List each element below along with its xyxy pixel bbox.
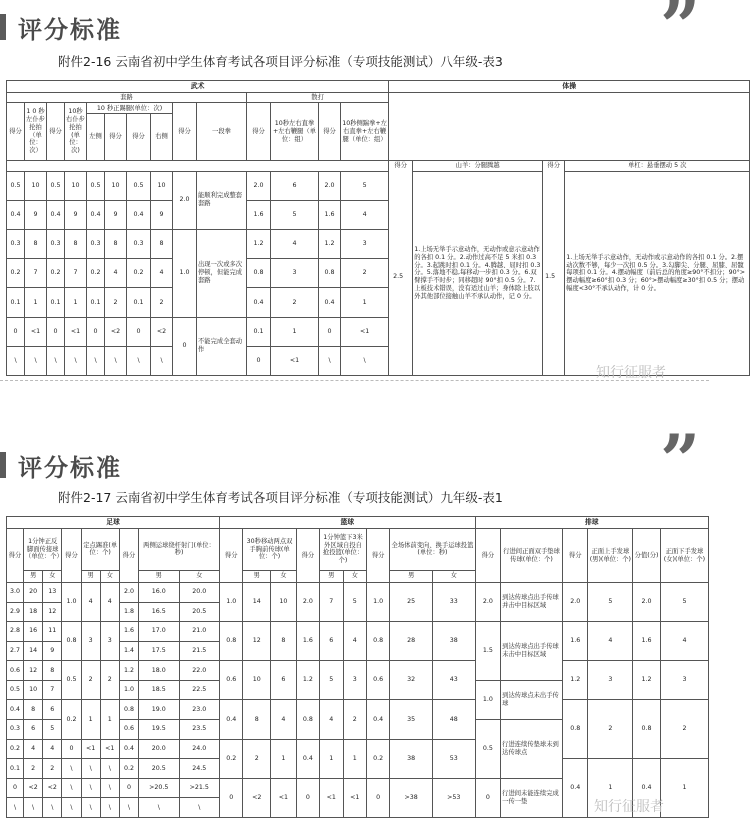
- table-cell: <1: [271, 778, 297, 817]
- group-football: 足球: [7, 517, 220, 529]
- col-score: 得分: [475, 529, 501, 583]
- table-cell: 3: [100, 622, 119, 661]
- table-cell: 1: [271, 739, 297, 778]
- col-vb-serve-m: 正面上手发球(男)(单位：个): [588, 529, 633, 583]
- col-front-kick: 10 秒正踢腿(单位：次): [87, 103, 173, 114]
- col-score: 得分: [562, 529, 588, 583]
- col-fb-juggle: 1分钟正反脚面传接球（单位：个）: [24, 529, 62, 570]
- table-cell: 24.0: [179, 739, 219, 759]
- table-cell: 4: [271, 700, 297, 739]
- table-cell: 1.6: [562, 622, 588, 661]
- table-cell: <1: [100, 739, 119, 759]
- table-cell: 19.5: [139, 720, 179, 740]
- table-cell: 2.0: [296, 582, 319, 621]
- table-cell: 2.0: [119, 582, 138, 602]
- table-cell: 10: [243, 661, 271, 700]
- table-cell: \: [7, 798, 24, 818]
- table-cell: 1.0: [119, 680, 138, 700]
- table-cell: \: [43, 798, 62, 818]
- table-cell: 到达传球点未出手传球: [501, 680, 563, 719]
- table-cell: 9: [43, 641, 62, 661]
- table-cell: 4: [660, 622, 708, 661]
- table-row: [7, 582, 709, 602]
- col-vb-pass: 行进间正面双手垫球传球(单位：个): [501, 529, 563, 583]
- table-cell: 12: [43, 602, 62, 622]
- table-row: 0 <1 0 <1 0 <2 0 <2 0 不能完成全套动作 0.1 1 0 <1: [7, 317, 750, 346]
- table-cell: 20.5: [179, 602, 219, 622]
- table-caption: 附件2-17 云南省初中学生体育考试各项目评分标准（专项技能测试）九年级-表1: [58, 490, 503, 505]
- table-cell: 0.8: [62, 622, 81, 661]
- bar-rules: [545, 171, 750, 375]
- table-cell: 32: [390, 661, 433, 700]
- table-cell: <1: [320, 778, 343, 817]
- table-cell: 5: [43, 720, 62, 740]
- table-cell: 0: [62, 739, 81, 759]
- col-score: 得分: [7, 529, 24, 583]
- table-cell: 25: [390, 582, 433, 621]
- table-cell: 21.5: [179, 641, 219, 661]
- table-cell: <2: [24, 778, 43, 798]
- table-cell: 2.8: [7, 622, 24, 642]
- group-gymnastics: 体操: [389, 81, 750, 93]
- table-cell: 17.0: [139, 622, 179, 642]
- table-cell: 1: [660, 759, 708, 818]
- table-cell: 4: [43, 739, 62, 759]
- table-cell: <2: [43, 778, 62, 798]
- vault-rules: [393, 171, 543, 375]
- table-cell: 1.8: [119, 602, 138, 622]
- table-cell: 0: [296, 778, 319, 817]
- table-cell: 21.0: [179, 622, 219, 642]
- col-bb-shoot: 1分钟篮下3米外区域自投自抢投篮(单位：个): [320, 529, 367, 570]
- table-cell: 0.4: [366, 700, 389, 739]
- table-cell: 23.5: [179, 720, 219, 740]
- table-cell: 1.2: [296, 661, 319, 700]
- table-cell: \: [81, 759, 100, 779]
- gym-score-header: 得分: [389, 160, 413, 375]
- table-cell: 1.2: [562, 661, 588, 700]
- col-fb-target: 定点踢准(单位：个): [81, 529, 119, 570]
- table-cell: 2: [343, 700, 366, 739]
- col-score: 得分: [62, 529, 81, 583]
- table-cell: 6: [320, 622, 343, 661]
- table-row: [7, 622, 709, 642]
- table-cell: 0.4: [119, 739, 138, 759]
- table-cell: 6: [43, 700, 62, 720]
- table-cell: \: [179, 798, 219, 818]
- table-cell: 4: [320, 700, 343, 739]
- table-cell: 0.8: [633, 700, 661, 759]
- table-row: 0.5 10 0.5 10 0.5 10 0.5 10 2.0 能顺利完成整套套路 2.0 6 2.0 5 2.5 1.上场无举手示意动作，无动作或意示意动作的各扣 0.1 分。2.动作过高不足 5 米扣 0.3 分。3.起跳时扣 0.1 分。4.腾越、屈时扣 0.3 分。5.落地不稳,每移动一步扣 0.3 分。6.双臂撑手不时步；同移超时 90°扣 0.5 分。7.上板技术错误，没有适过山羊；身体除上肢以外其他部位接触山羊不承认动作，记 0 分。 1.5 1.上场无举手示意动作，无动作或示意动作的各扣 0.1 分。2.摆动次数不够，每少一次扣 0.5 分。3.勾脚尖、分腿、屈膝、屈髋每项扣 0.1 分。4.摆动幅度（前后总的角度≥90°不扣分；90°>摆动幅度≥60°扣 0.3 分；60°>摆动幅度≥30°扣 0.5 分；摆动幅度<30°不承认动作，计 0 分。: [7, 171, 750, 200]
- table-cell: 8: [271, 622, 297, 661]
- table-cell: 7: [43, 680, 62, 700]
- col-right-sweep: 10秒右仆步抡拍(单位：次): [65, 103, 87, 160]
- section-1: [0, 0, 746, 395]
- table-cell: >53: [432, 778, 475, 817]
- table-cell: 2.0: [562, 582, 588, 621]
- table-cell: \: [24, 798, 43, 818]
- table-cell: 0.5: [7, 680, 24, 700]
- gym-score-header: 得分: [543, 160, 565, 375]
- table-cell: 43: [432, 661, 475, 700]
- col-bb-pass: 30秒移动两点双手胸前传球(单位：个): [243, 529, 296, 570]
- table-cell: 3: [588, 661, 633, 700]
- table-cell: 0.8: [366, 622, 389, 661]
- table-cell: 0.5: [62, 661, 81, 700]
- table-cell: 12: [24, 661, 43, 681]
- table-cell: 1.6: [296, 622, 319, 661]
- bar-score: 1.5: [545, 273, 556, 281]
- col-vb-points: 分值(分): [633, 529, 661, 583]
- col-female: 女: [179, 570, 219, 582]
- table-cell: 18.0: [139, 661, 179, 681]
- col-left: 左侧: [87, 114, 105, 160]
- table-cell: 2: [588, 700, 633, 759]
- quote-mark-icon: ”: [660, 0, 701, 68]
- vault-text: 1.上场无举手示意动作，无动作或意示意动作的各扣 0.1 分。2.动作过高不足 5 米扣 0.3 分。3.起跳时扣 0.1 分。4.腾越、屈时扣 0.3 分。5.落地不稳,每移动一步扣 0.3 分。6.双臂撑手不时步；同移超时 90°扣 0.5 分。7.上板技术错误，没有适过山羊；身体除上肢以外其他部位接触山羊不承认动作，记 0 分。: [414, 245, 541, 300]
- col-fb-dribble: 两侧运球绕杆射门(单位：秒): [139, 529, 220, 570]
- col-vb-serve-f: 正面下手发球(女)(单位：个): [660, 529, 708, 583]
- col-bb-layup: 全场体前变向、换手运球投篮(单位：秒): [390, 529, 475, 570]
- col-score: 得分: [105, 114, 127, 160]
- table-cell: \: [100, 778, 119, 798]
- table-cell: 4: [100, 582, 119, 621]
- table-cell: 8: [24, 700, 43, 720]
- table-cell: 0.4: [296, 739, 319, 778]
- table-caption: 附件2-16 云南省初中学生体育考试各项目评分标准（专项技能测试）八年级-表3: [58, 54, 503, 69]
- table-cell: 0.2: [366, 739, 389, 778]
- table-row: \ \ \ \ \ \ \ \ 0 <1 \ \: [7, 346, 750, 375]
- group-volleyball: 排球: [475, 517, 708, 529]
- table-cell: 3.0: [7, 582, 24, 602]
- table-cell: 6: [24, 720, 43, 740]
- table-cell: 2: [100, 661, 119, 700]
- table-cell: 到达传球点出手传球并击中目标区域: [501, 582, 563, 621]
- table-cell: 12: [243, 622, 271, 661]
- table-row: [7, 661, 709, 681]
- table-cell: 2: [660, 700, 708, 759]
- table-cell: 11: [43, 622, 62, 642]
- col-left-sweep: 1 0 秒左仆步抡拍（单位：次）: [25, 103, 47, 160]
- table-cell: 0.8: [296, 700, 319, 739]
- table-cell: 18: [24, 602, 43, 622]
- col-female: 女: [43, 570, 62, 582]
- table-cell: 0.4: [562, 759, 588, 818]
- section-heading: 评分标准: [18, 454, 122, 482]
- table-cell: 16.0: [139, 582, 179, 602]
- table-cell: \: [119, 798, 138, 818]
- table-cell: 2.7: [7, 641, 24, 661]
- form-desc: 出现一次或多次停顿，但能完成套路: [197, 229, 247, 317]
- table-row: 0.2 7 0.2 7 0.2 4 0.2 4 0.8 3 0.8 2: [7, 259, 750, 288]
- table-cell: 2: [243, 739, 271, 778]
- table-cell: 14: [243, 582, 271, 621]
- table-cell: 7: [320, 582, 343, 621]
- table-cell: 0.4: [7, 700, 24, 720]
- col-score: 得分: [7, 103, 25, 160]
- col-score: 得分: [366, 529, 389, 583]
- table-cell: 5: [660, 582, 708, 621]
- col-score: 得分: [247, 103, 271, 160]
- table-cell: 3: [660, 661, 708, 700]
- table-cell: 20.5: [139, 759, 179, 779]
- table-cell: 53: [432, 739, 475, 778]
- table-cell: 28: [390, 622, 433, 661]
- table-cell: <2: [243, 778, 271, 817]
- table-row: 0.1 1 0.1 1 0.1 2 0.1 2 0.4 2 0.4 1: [7, 288, 750, 317]
- table-cell: 1: [81, 700, 100, 739]
- gym-vault-header: 山羊：分腿腾越: [413, 160, 543, 171]
- table-cell: 0: [119, 778, 138, 798]
- quote-mark-icon: ”: [660, 419, 701, 502]
- table-cell: 16.5: [139, 602, 179, 622]
- table-cell: 0.6: [7, 661, 24, 681]
- subgroup-routine: 套路: [7, 92, 247, 103]
- table-cell: 5: [320, 661, 343, 700]
- table-cell: 17.5: [139, 641, 179, 661]
- table-cell: \: [100, 759, 119, 779]
- col-score: 得分: [127, 114, 151, 160]
- table-cell: 2: [81, 661, 100, 700]
- table-cell: 2: [43, 759, 62, 779]
- table-cell: 16: [24, 622, 43, 642]
- table-cell: 1.0: [220, 582, 243, 621]
- table-cell: 1: [320, 739, 343, 778]
- heading-bar: [0, 14, 6, 40]
- table-cell: 1: [100, 700, 119, 739]
- table-cell: 6: [271, 661, 297, 700]
- table-cell: 0.2: [119, 759, 138, 779]
- watermark: 知行征服者: [596, 365, 666, 381]
- table-cell: \: [139, 798, 179, 818]
- table-cell: 10: [24, 680, 43, 700]
- col-male: 男: [320, 570, 343, 582]
- table-cell: 0.4: [633, 759, 661, 818]
- col-first-form: 一段拳: [197, 103, 247, 160]
- table-cell: \: [62, 759, 81, 779]
- table-cell: 10: [271, 582, 297, 621]
- table-cell: 2.0: [633, 582, 661, 621]
- table-cell: 2.0: [475, 582, 501, 621]
- table-cell: 到达传球点出手传球未击中目标区域: [501, 622, 563, 681]
- col-female: 女: [100, 570, 119, 582]
- col-male: 男: [390, 570, 433, 582]
- table-cell: 0: [220, 778, 243, 817]
- col-score: 得分: [319, 103, 341, 160]
- table-cell: 1.5: [475, 622, 501, 681]
- divider: [0, 380, 709, 395]
- col-punch-kick: 10秒左右直拳+左右鞭腿（单位：组）: [271, 103, 319, 160]
- table-cell: 48: [432, 700, 475, 739]
- table-cell: 20: [24, 582, 43, 602]
- group-basketball: 篮球: [220, 517, 476, 529]
- table-cell: 22.5: [179, 680, 219, 700]
- table-cell: <1: [343, 778, 366, 817]
- table-cell: 5: [588, 582, 633, 621]
- table-cell: 13: [43, 582, 62, 602]
- col-male: 男: [81, 570, 100, 582]
- table-cell: >38: [390, 778, 433, 817]
- table-cell: 0.1: [7, 759, 24, 779]
- table-cell: 5: [343, 582, 366, 621]
- table-cell: 4: [81, 582, 100, 621]
- table-cell: 4: [24, 739, 43, 759]
- table-cell: 0.6: [366, 661, 389, 700]
- table-cell: 0.5: [475, 720, 501, 779]
- table-cell: >21.5: [179, 778, 219, 798]
- col-female: 女: [432, 570, 475, 582]
- col-right: 右侧: [151, 114, 173, 160]
- bar-text: 1.上场无举手示意动作，无动作或示意动作的各扣 0.1 分。2.摆动次数不够，每少一次扣 0.5 分。3.勾脚尖、分腿、屈膝、屈髋每项扣 0.1 分。4.摆动幅度（前后总的角度≥90°不扣分；90°>摆动幅度≥60°扣 0.3 分；60°>摆动幅度≥30°扣 0.5 分；摆动幅度<30°不承认动作，计 0 分。: [566, 253, 746, 293]
- table-row: [7, 700, 709, 720]
- col-male: 男: [24, 570, 43, 582]
- table-cell: 行进连续传垫球未到达传球点: [501, 720, 563, 779]
- table-cell: 2.9: [7, 602, 24, 622]
- table-cell: \: [62, 778, 81, 798]
- table-row: 0.4 9 0.4 9 0.4 9 0.4 9 1.6 5 1.6 4: [7, 200, 750, 229]
- col-score: 得分: [119, 529, 138, 583]
- table-cell: 38: [390, 739, 433, 778]
- col-score: 得分: [296, 529, 319, 583]
- table-cell: 23.0: [179, 700, 219, 720]
- col-score: 得分: [173, 103, 197, 160]
- table-cell: <1: [81, 739, 100, 759]
- table-cell: \: [81, 778, 100, 798]
- table-cell: 0.6: [220, 661, 243, 700]
- table-cell: \: [62, 798, 81, 818]
- subgroup-sanda: 散打: [247, 92, 389, 103]
- col-side-kick: 10秒侧踹拳+左右直拳+左右鞭腿（单位：组）: [341, 103, 389, 160]
- table-cell: 8: [43, 661, 62, 681]
- table-cell: 4: [588, 622, 633, 661]
- table-cell: 18.5: [139, 680, 179, 700]
- col-score: 得分: [47, 103, 65, 160]
- gym-bar-header: 单杠：悬垂摆动 5 次: [565, 160, 750, 171]
- table-cell: 0.8: [119, 700, 138, 720]
- form-desc: 能顺利完成整套套路: [197, 171, 247, 229]
- table-cell: 0.6: [119, 720, 138, 740]
- group-wushu: 武术: [7, 81, 389, 93]
- table-cell: 1.0: [366, 582, 389, 621]
- table-cell: 3: [343, 661, 366, 700]
- table-cell: 1: [343, 739, 366, 778]
- table-row: 0.3 8 0.3 8 0.3 8 0.3 8 1.0 出现一次或多次停顿，但能完成套路 1.2 4 1.2 3: [7, 229, 750, 258]
- table-cell: 8: [243, 700, 271, 739]
- table-cell: 0.2: [7, 739, 24, 759]
- table-cell: 3: [81, 622, 100, 661]
- table-cell: 14: [24, 641, 43, 661]
- col-male: 男: [139, 570, 179, 582]
- table-cell: 4: [343, 622, 366, 661]
- table-cell: 0.8: [562, 700, 588, 759]
- table-cell: 1.2: [633, 661, 661, 700]
- table-cell: 1: [588, 759, 633, 818]
- table-cell: 0.2: [220, 739, 243, 778]
- table-cell: 33: [432, 582, 475, 621]
- table-cell: 19.0: [139, 700, 179, 720]
- table-cell: >20.5: [139, 778, 179, 798]
- col-male: 男: [243, 570, 271, 582]
- table-cell: 行进间未能连续完成一传一垫: [501, 778, 563, 817]
- form-score: 1.0: [173, 229, 197, 317]
- form-score: 0: [173, 317, 197, 375]
- table-cell: 20.0: [139, 739, 179, 759]
- table-cell: 1.0: [475, 680, 501, 719]
- standards-table-grade9: [6, 516, 709, 818]
- table-cell: 0: [7, 778, 24, 798]
- table-cell: \: [81, 798, 100, 818]
- col-female: 女: [343, 570, 366, 582]
- table-cell: 0.8: [220, 622, 243, 661]
- table-cell: 0.4: [220, 700, 243, 739]
- table-cell: 38: [432, 622, 475, 661]
- table-cell: 0.2: [62, 700, 81, 739]
- table-cell: 1.4: [119, 641, 138, 661]
- table-cell: 20.0: [179, 582, 219, 602]
- table-cell: 0: [366, 778, 389, 817]
- table-cell: 35: [390, 700, 433, 739]
- table-cell: 1.6: [633, 622, 661, 661]
- table-cell: 0: [475, 778, 501, 817]
- form-desc: 不能完成全套动作: [197, 317, 247, 375]
- table-cell: 1.2: [119, 661, 138, 681]
- section-heading: 评分标准: [18, 16, 122, 44]
- table-cell: 1.6: [119, 622, 138, 642]
- vault-score: 2.5: [393, 273, 404, 281]
- standards-table-grade8: [6, 80, 746, 376]
- form-score: 2.0: [173, 171, 197, 229]
- watermark: 知行征服者: [594, 799, 664, 815]
- table-cell: 1.0: [62, 582, 81, 621]
- section-2: [0, 420, 709, 833]
- col-score: 得分: [220, 529, 243, 583]
- heading-bar: [0, 452, 6, 478]
- table-cell: \: [100, 798, 119, 818]
- table-cell: 22.0: [179, 661, 219, 681]
- table-cell: 2: [24, 759, 43, 779]
- table-cell: 24.5: [179, 759, 219, 779]
- table-cell: 0.3: [7, 720, 24, 740]
- col-female: 女: [271, 570, 297, 582]
